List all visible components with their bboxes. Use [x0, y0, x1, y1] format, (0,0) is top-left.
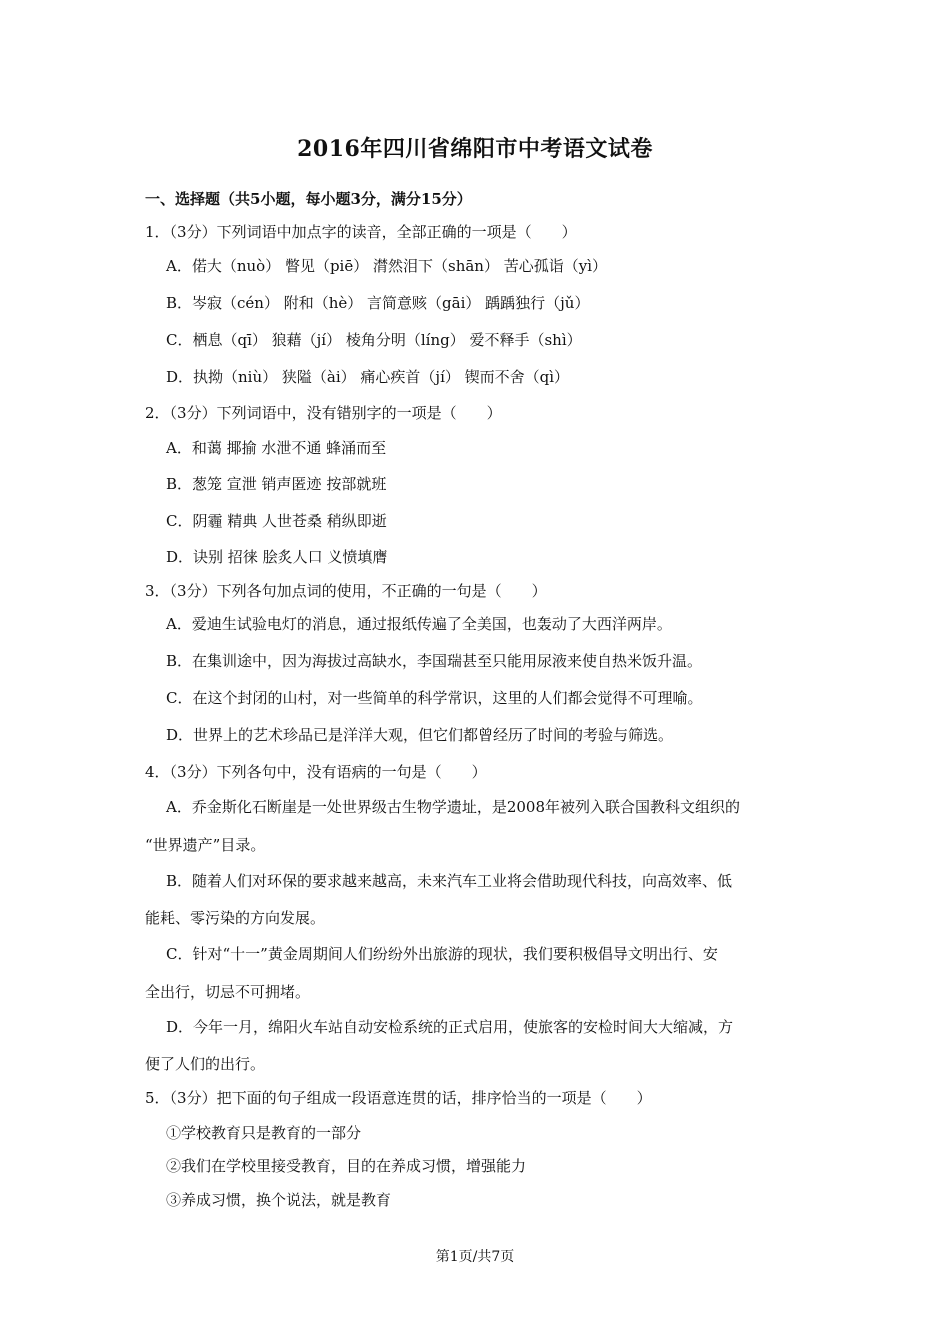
page-number: 第1页/共7页	[435, 1249, 515, 1265]
question-4-option-b: B．随着人们对环保的要求越来越高，未来汽车工业将会借助现代科技，向高效率、低	[166, 872, 733, 890]
question-1-stem: 1．（3分）下列词语中加点字的读音，全部正确的一项是（ ）	[145, 223, 577, 241]
question-1-option-d: D．执拗（niù） 狭隘（ài） 痛心疾首（jí） 锲而不舍（qì）	[166, 368, 570, 386]
question-4-option-d: D．今年一月，绵阳火车站自动安检系统的正式启用，使旅客的安检时间大大缩减，方	[166, 1018, 734, 1036]
question-4-stem: 4．（3分）下列各句中，没有语病的一句是（ ）	[145, 763, 487, 781]
question-5-sentence-3: ③养成习惯，换个说法，就是教育	[166, 1191, 392, 1209]
page-title: 2016年四川省绵阳市中考语文试卷	[297, 136, 653, 162]
question-4-option-a: A．乔金斯化石断崖是一处世界级古生物学遗址，是2008年被列入联合国教科文组织的	[166, 798, 741, 816]
question-5-sentence-2: ②我们在学校里接受教育，目的在养成习惯，增强能力	[166, 1157, 527, 1175]
question-4-option-c-cont: 全出行，切忌不可拥堵。	[145, 983, 311, 1001]
question-2-option-b: B．葱笼 宣泄 销声匿迹 按部就班	[166, 475, 387, 493]
question-4-option-c: C．针对“十一”黄金周期间人们纷纷外出旅游的现状，我们要积极倡导文明出行、安	[166, 945, 718, 963]
question-2-option-c: C．阴霾 精典 人世苍桑 稍纵即逝	[166, 512, 387, 530]
question-3-option-b: B．在集训途中，因为海拔过高缺水，李国瑞甚至只能用尿液来使自热米饭升温。	[166, 652, 703, 670]
question-1-option-b: B．岑寂（cén） 附和（hè） 言简意赅（gāi） 踽踽独行（jǔ）	[166, 294, 590, 312]
question-3-option-c: C．在这个封闭的山村，对一些简单的科学常识，这里的人们都会觉得不可理喻。	[166, 689, 703, 707]
question-1-option-c: C．栖息（qī） 狼藉（jí） 棱角分明（líng） 爱不释手（shì）	[166, 331, 582, 349]
question-4-option-b-cont: 能耗、零污染的方向发展。	[145, 909, 326, 927]
question-5-stem: 5．（3分）把下面的句子组成一段语意连贯的话，排序恰当的一项是（ ）	[145, 1089, 652, 1107]
question-2-option-a: A．和蔼 揶揄 水泄不通 蜂涌而至	[166, 439, 387, 457]
question-2-stem: 2．（3分）下列词语中，没有错别字的一项是（ ）	[145, 404, 502, 422]
question-3-stem: 3．（3分）下列各句加点词的使用，不正确的一句是（ ）	[145, 582, 547, 600]
question-3-option-d: D．世界上的艺术珍品已是洋洋大观，但它们都曾经历了时间的考验与筛选。	[166, 726, 674, 744]
question-5-sentence-1: ①学校教育只是教育的一部分	[166, 1124, 362, 1142]
question-4-option-d-cont: 便了人们的出行。	[145, 1055, 266, 1073]
question-3-option-a: A．爱迪生试验电灯的消息，通过报纸传遍了全美国，也轰动了大西洋两岸。	[166, 615, 672, 633]
section-heading: 一、选择题（共5小题，每小题3分，满分15分）	[145, 190, 472, 208]
question-1-option-a: A．偌大（nuò） 瞥见（piē） 潸然泪下（shān） 苦心孤诣（yì）	[166, 257, 608, 275]
question-2-option-d: D．诀别 招徕 脍炙人口 义愤填膺	[166, 548, 388, 566]
question-4-option-a-cont: “世界遗产”目录。	[145, 836, 266, 854]
